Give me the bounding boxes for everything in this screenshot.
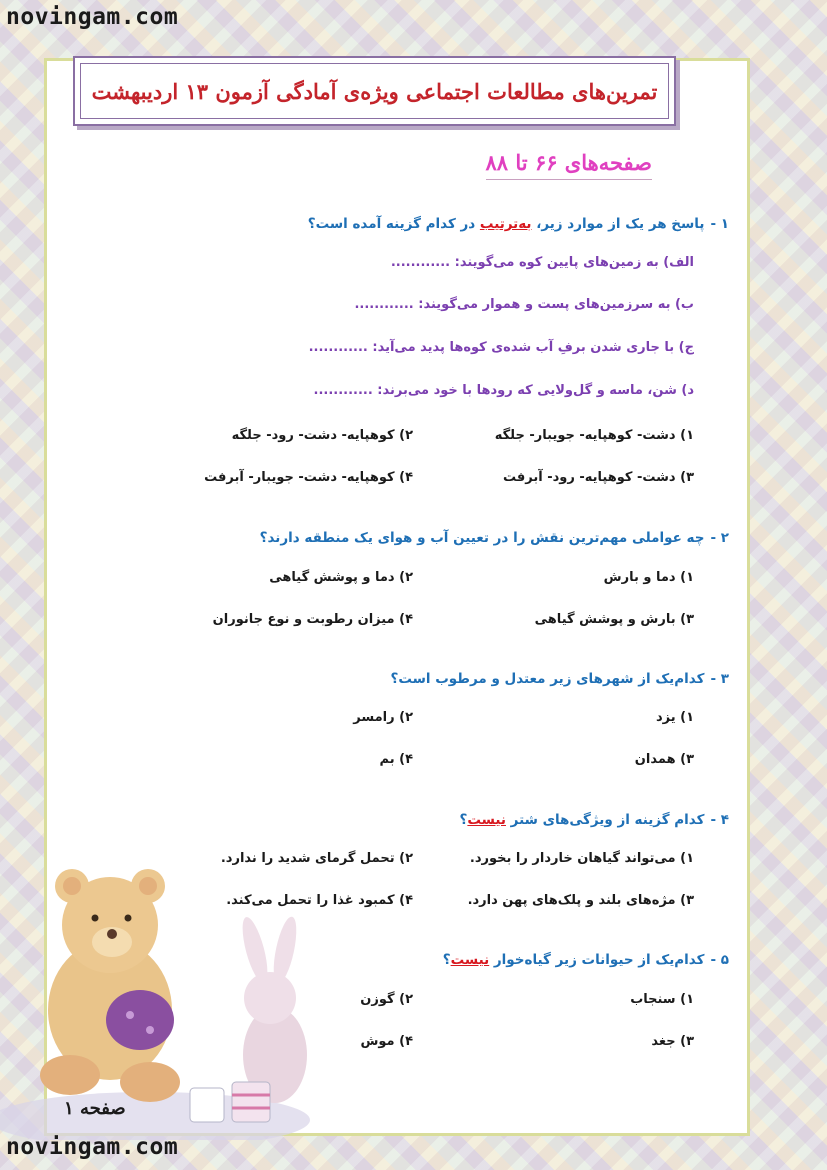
sub-question: د) شن، ماسه و گل‌ولایی که رودها با خود می‌برند: ............ bbox=[313, 383, 694, 398]
answer-option: ۳) جغد bbox=[651, 1034, 694, 1049]
answer-option: ۲) گوزن bbox=[360, 992, 413, 1007]
answer-option: ۳) دشت- کوهپایه- رود- آبرفت bbox=[503, 470, 694, 485]
question-number: ۴ - bbox=[710, 812, 729, 828]
question-number: ۲ - bbox=[710, 530, 729, 546]
site-watermark-bottom: novingam.com bbox=[6, 1134, 179, 1160]
question-5 bbox=[443, 952, 729, 968]
answer-option: ۲) تحمل گرمای شدید را ندارد. bbox=[220, 851, 413, 866]
question-text: ؟ bbox=[459, 812, 468, 828]
answer-option: ۴) موش bbox=[360, 1034, 413, 1049]
question-text: پاسخ هر یک از موارد زیر، bbox=[531, 216, 705, 232]
question-emphasis: به‌ترتیب bbox=[479, 216, 532, 232]
answer-option: ۴) بم bbox=[379, 752, 413, 767]
teddy-bear-illustration bbox=[0, 820, 330, 1140]
sub-question: الف) به زمین‌های پایین کوه می‌گویند: ............ bbox=[390, 255, 694, 270]
question-2 bbox=[260, 530, 729, 546]
answer-option: ۱) یزد bbox=[655, 710, 694, 725]
question-emphasis: نیست bbox=[467, 812, 506, 828]
sub-question: ب) به سرزمین‌های پست و هموار می‌گویند: ............ bbox=[354, 297, 694, 312]
question-text: کدام‌یک از شهرهای زیر معتدل و مرطوب است؟ bbox=[390, 671, 705, 687]
question-4 bbox=[460, 812, 729, 828]
sub-question: ج) با جاری شدن برفِ آب شده‌ی کوه‌ها پدید می‌آید: ............ bbox=[308, 340, 694, 355]
page-number: صفحه ۱ bbox=[64, 1098, 126, 1119]
answer-option: ۴) میزان رطوبت و نوع جانوران bbox=[212, 612, 413, 627]
answer-option: ۳) مژه‌های بلند و پلک‌های پهن دارد. bbox=[467, 893, 694, 908]
question-text: کدام‌یک از حیوانات زیر گیاه‌خوار bbox=[489, 952, 705, 968]
question-text: در کدام گزینه آمده است؟ bbox=[307, 216, 480, 232]
answer-option: ۲) کوهپایه- دشت- رود- جلگه bbox=[231, 428, 413, 443]
question-text: چه عواملی مهم‌ترین نقش را در تعیین آب و هوای یک منطقه دارند؟ bbox=[259, 530, 705, 546]
page-title: تمرین‌های مطالعات اجتماعی ویژه‌ی آمادگی آزمون ۱۳ اردیبهشت bbox=[80, 63, 669, 119]
question-number: ۵ - bbox=[710, 952, 729, 968]
question-1 bbox=[308, 216, 729, 232]
answer-option: ۱) می‌تواند گیاهان خاردار را بخورد. bbox=[469, 851, 694, 866]
answer-option: ۱) سنجاب bbox=[630, 992, 694, 1007]
pages-range-label: صفحه‌های ۶۶ تا ۸۸ bbox=[486, 150, 653, 180]
answer-option: ۳) بارش و پوشش گیاهی bbox=[534, 612, 694, 627]
answer-option: ۱) دشت- کوهپایه- جویبار- جلگه bbox=[494, 428, 694, 443]
question-3 bbox=[391, 671, 729, 687]
answer-option: ۴) کوهپایه- دشت- جویبار- آبرفت bbox=[204, 470, 413, 485]
answer-option: ۳) همدان bbox=[634, 752, 694, 767]
question-text: ؟ bbox=[442, 952, 451, 968]
answer-option: ۱) دما و بارش bbox=[603, 570, 694, 585]
answer-option: ۲) دما و پوشش گیاهی bbox=[269, 570, 413, 585]
question-text: کدام گزینه از ویژگی‌های شتر bbox=[505, 812, 705, 828]
answer-option: ۴) کمبود غذا را تحمل می‌کند. bbox=[226, 893, 413, 908]
question-number: ۱ - bbox=[710, 216, 729, 232]
title-banner bbox=[73, 56, 676, 126]
site-watermark-top: novingam.com bbox=[6, 4, 179, 30]
answer-option: ۲) رامسر bbox=[353, 710, 413, 725]
question-emphasis: نیست bbox=[450, 952, 490, 968]
question-number: ۳ - bbox=[710, 671, 729, 687]
